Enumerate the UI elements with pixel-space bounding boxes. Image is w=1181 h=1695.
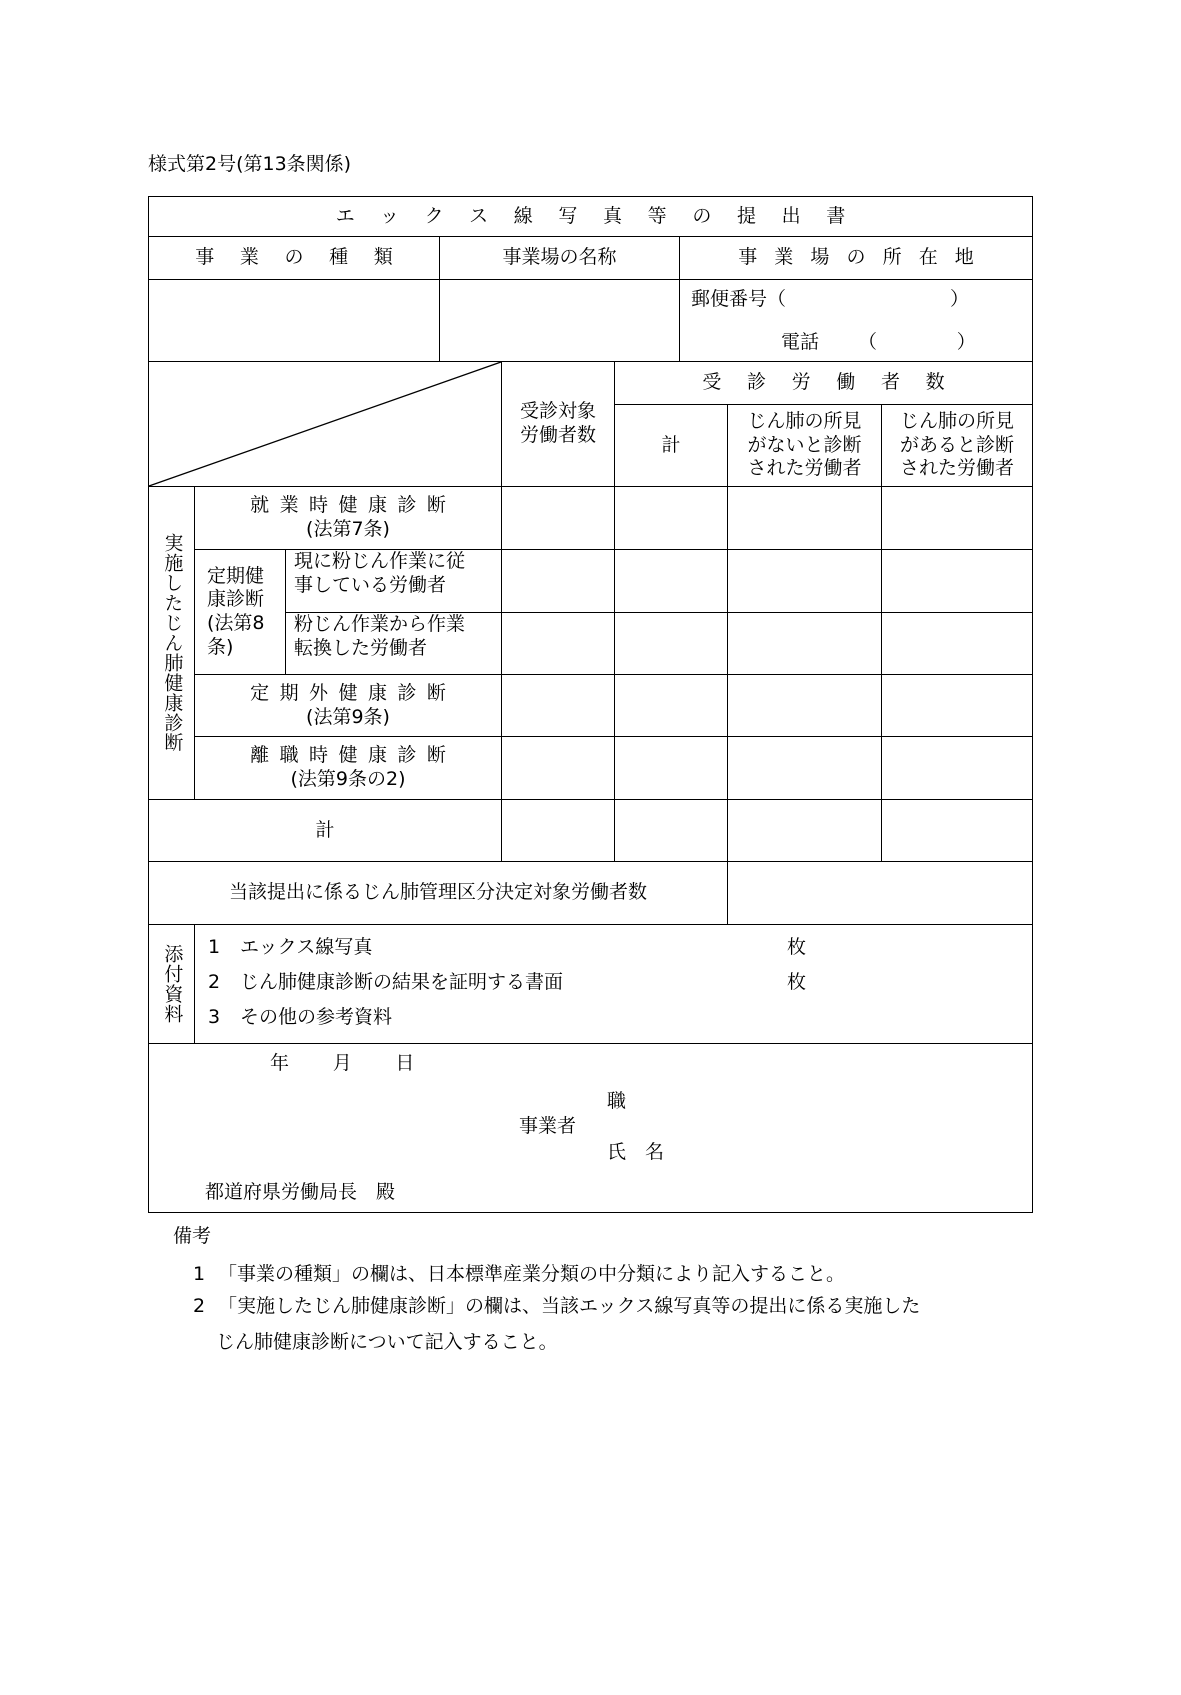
attachments-label-cell xyxy=(148,924,195,1044)
note-text-continued: じん肺健康診断について記入すること。 xyxy=(216,1331,558,1353)
row-periodic-transfer xyxy=(285,612,502,675)
attachment-num: 3 xyxy=(208,1006,221,1028)
count-field[interactable] xyxy=(727,674,882,737)
form-title: エックス線写真等の提出書 xyxy=(335,204,871,227)
total-header xyxy=(614,404,728,487)
form-title-cell xyxy=(148,196,1033,237)
row-leaving xyxy=(194,736,502,800)
row-label: 定期外健康診断 xyxy=(250,681,457,704)
count-field[interactable] xyxy=(501,736,615,800)
determination-label: 当該提出に係るじん肺管理区分決定対象労働者数 xyxy=(228,881,647,904)
postal-code-close: ） xyxy=(950,288,970,310)
row-label: 転換した労働者 xyxy=(294,636,428,659)
workplace-location-label: 事業場の所在地 xyxy=(738,246,991,269)
workplace-location-header xyxy=(679,236,1033,280)
row-label: 粉じん作業から作業 xyxy=(294,613,466,635)
attachment-text: じん肺健康診断の結果を証明する書面 xyxy=(240,971,564,993)
employer-label: 事業者 xyxy=(519,1115,577,1137)
count-field[interactable] xyxy=(881,486,1033,550)
row-label: 現に粉じん作業に従 xyxy=(294,550,466,572)
count-field[interactable] xyxy=(614,799,728,862)
count-field[interactable] xyxy=(614,612,728,675)
row-label: 事している労働者 xyxy=(294,573,447,596)
attachment-unit: 枚 xyxy=(787,936,807,958)
count-field[interactable] xyxy=(614,549,728,613)
count-field[interactable] xyxy=(614,486,728,550)
count-field[interactable] xyxy=(727,486,882,550)
determination-count-field[interactable] xyxy=(727,861,1033,925)
no-finding-header xyxy=(727,404,882,487)
row-employment xyxy=(194,486,502,550)
attachment-text: エックス線写真 xyxy=(240,936,373,958)
form-number: 様式第2号(第13条関係) xyxy=(148,153,352,175)
count-field[interactable] xyxy=(501,612,615,675)
count-field[interactable] xyxy=(881,549,1033,613)
count-field[interactable] xyxy=(727,612,882,675)
attachment-text: その他の参考資料 xyxy=(240,1006,393,1028)
attachment-unit: 枚 xyxy=(787,971,807,993)
count-field[interactable] xyxy=(881,799,1033,862)
examined-workers-label: 受診労働者数 xyxy=(702,371,971,394)
business-type-field[interactable] xyxy=(148,279,440,362)
count-field[interactable] xyxy=(727,799,882,862)
count-field[interactable] xyxy=(614,736,728,800)
attachments-label: 添付資料 xyxy=(161,944,184,1024)
row-total-label: 計 xyxy=(315,818,335,841)
header-line: された労働者 xyxy=(747,457,862,480)
row-sublabel: (法第9条の2) xyxy=(290,768,406,790)
business-type-label: 事業の種類 xyxy=(195,246,419,269)
row-total xyxy=(148,799,502,862)
header-line: された労働者 xyxy=(899,457,1014,480)
count-field[interactable] xyxy=(881,736,1033,800)
header-line: じん肺の所見 xyxy=(899,409,1014,432)
row-periodic-current xyxy=(285,549,502,613)
section-label: 実施したじん肺健康診断 xyxy=(161,533,184,753)
header-line: がないと診断 xyxy=(747,433,862,456)
with-finding-header xyxy=(881,404,1033,487)
row-label: 条) xyxy=(207,635,234,658)
header-line: 労働者数 xyxy=(519,424,596,446)
count-field[interactable] xyxy=(501,549,615,613)
note-num: 1 xyxy=(193,1263,206,1285)
count-field[interactable] xyxy=(501,486,615,550)
row-sublabel: (法第7条) xyxy=(306,518,390,540)
note-text: 「実施したじん肺健康診断」の欄は、当該エックス線写真等の提出に係る実施した xyxy=(218,1295,921,1317)
target-workers-header xyxy=(501,361,615,487)
workplace-name-header xyxy=(439,236,680,280)
notes-heading: 備考 xyxy=(173,1225,212,1247)
diagonal-corner-cell xyxy=(148,361,502,487)
count-field[interactable] xyxy=(501,674,615,737)
addressee: 都道府県労働局長 殿 xyxy=(205,1181,396,1203)
total-label: 計 xyxy=(661,433,681,456)
phone-paren: （ ） xyxy=(858,331,982,353)
count-field[interactable] xyxy=(501,799,615,862)
row-label: 就業時健康診断 xyxy=(250,494,457,517)
attachment-num: 2 xyxy=(208,971,221,993)
row-label: 康診断 xyxy=(207,588,265,611)
row-periodic-label xyxy=(194,549,286,675)
attachment-num: 1 xyxy=(208,936,221,958)
workplace-name-field[interactable] xyxy=(439,279,680,362)
header-line: 受診対象 xyxy=(519,400,596,423)
count-field[interactable] xyxy=(727,736,882,800)
determination-label-cell xyxy=(148,861,728,925)
position-label: 職 xyxy=(607,1090,627,1112)
count-field[interactable] xyxy=(881,674,1033,737)
diagonal-line xyxy=(148,361,502,487)
row-label: 定期健 xyxy=(207,564,265,587)
header-line: があると診断 xyxy=(899,433,1014,456)
postal-code-label: 郵便番号（ xyxy=(691,288,787,310)
count-field[interactable] xyxy=(727,549,882,613)
note-text: 「事業の種類」の欄は、日本標準産業分類の中分類により記入すること。 xyxy=(218,1263,846,1285)
row-extra xyxy=(194,674,502,737)
count-field[interactable] xyxy=(614,674,728,737)
section-label-cell xyxy=(148,486,195,800)
name-label: 氏 名 xyxy=(607,1141,665,1163)
examined-workers-header xyxy=(614,361,1033,405)
row-label: (法第8 xyxy=(207,612,265,634)
row-sublabel: (法第9条) xyxy=(306,705,390,728)
note-num: 2 xyxy=(193,1295,206,1317)
count-field[interactable] xyxy=(881,612,1033,675)
phone-label: 電話 xyxy=(781,331,820,353)
row-label: 離職時健康診断 xyxy=(250,744,457,767)
workplace-name-label: 事業場の名称 xyxy=(502,246,617,269)
business-type-header xyxy=(148,236,440,280)
header-line: じん肺の所見 xyxy=(747,409,862,432)
date-field[interactable]: 年 月 日 xyxy=(270,1052,417,1074)
